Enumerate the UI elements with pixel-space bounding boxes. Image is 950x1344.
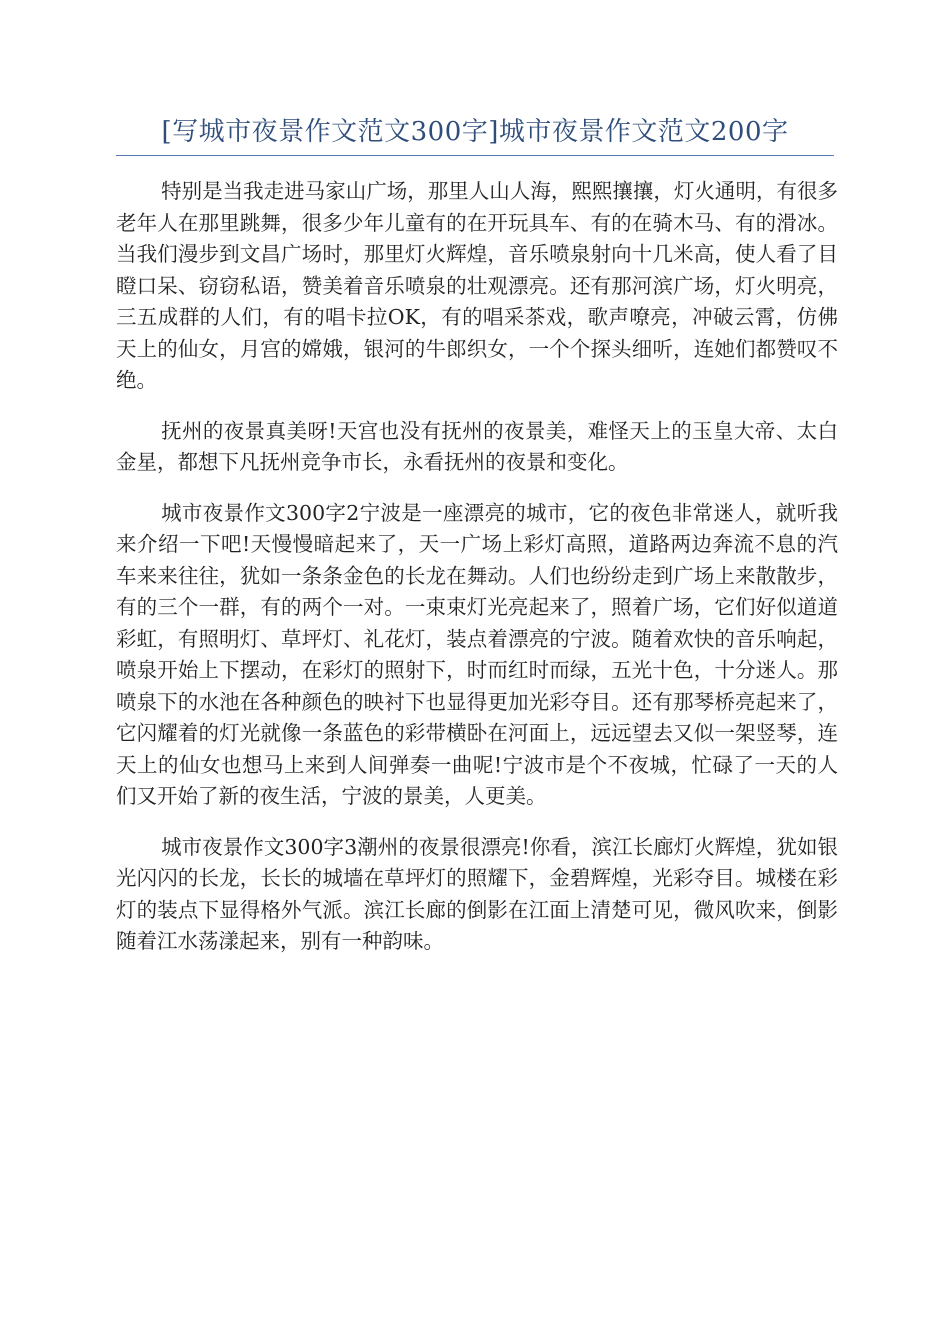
title-underline-rule	[116, 155, 834, 156]
paragraph: 城市夜景作文300字2宁波是一座漂亮的城市，它的夜色非常迷人，就听我来介绍一下吧!天慢慢暗起来了，天一广场上彩灯高照，道路两边奔流不息的汽车来来往往，犹如一条条金色的长龙在舞动。人们也纷纷走到广场上来散散步，有的三个一群，有的两个一对。一束束灯光亮起来了，照着广场，它们好似道道彩虹，有照明灯、草坪灯、礼花灯，装点着漂亮的宁波。随着欢快的音乐响起，喷泉开始上下摆动，在彩灯的照射下，时而红时而绿，五光十色，十分迷人。那喷泉下的水池在各种颜色的映衬下也显得更加光彩夺目。还有那琴桥亮起来了，它闪耀着的灯光就像一条蓝色的彩带横卧在河面上，远远望去又似一架竖琴，连天上的仙女也想马上来到人间弹奏一曲呢!宁波市是个不夜城，忙碌了一天的人们又开始了新的夜生活，宁波的景美，人更美。	[116, 500, 838, 808]
document-title: [写城市夜景作文范文300字]城市夜景作文范文200字	[161, 117, 789, 147]
paragraph: 抚州的夜景真美呀!天宫也没有抚州的夜景美，难怪天上的玉皇大帝、太白金星，都想下凡抚州竞争市长，永看抚州的夜景和变化。	[116, 418, 838, 474]
paragraph: 城市夜景作文300字3潮州的夜景很漂亮!你看，滨江长廊灯火辉煌，犹如银光闪闪的长龙，长长的城墙在草坪灯的照耀下，金碧辉煌，光彩夺目。城楼在彩灯的装点下显得格外气派。滨江长廊的倒影在江面上清楚可见，微风吹来，倒影随着江水荡漾起来，别有一种韵味。	[116, 834, 838, 953]
paragraph: 特别是当我走进马家山广场，那里人山人海，熙熙攘攘，灯火通明，有很多老年人在那里跳舞，很多少年儿童有的在开玩具车、有的在骑木马、有的滑冰。当我们漫步到文昌广场时，那里灯火辉煌，音乐喷泉射向十几米高，使人看了目瞪口呆、窃窃私语，赞美着音乐喷泉的壮观漂亮。还有那河滨广场，灯火明亮，三五成群的人们，有的唱卡拉OK，有的唱采茶戏，歌声嘹亮，冲破云霄，仿佛天上的仙女，月宫的嫦娥，银河的牛郎织女，一个个探头细听，连她们都赞叹不绝。	[116, 179, 838, 392]
document-body	[116, 176, 838, 977]
